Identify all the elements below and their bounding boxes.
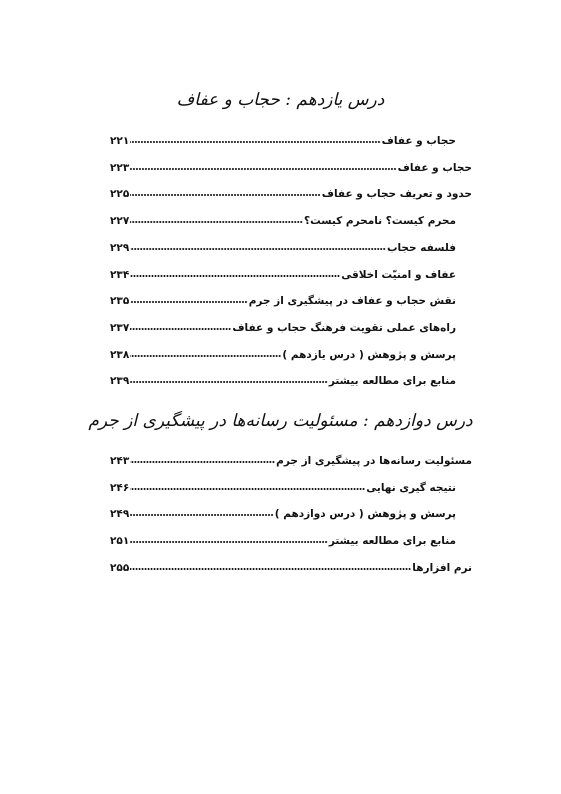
dot-leader [130, 567, 411, 571]
toc-entry-page-number: ۲۲۵ [110, 188, 130, 201]
toc-entry [110, 211, 456, 227]
toc-entry-title: پرسش و پژوهش ( درس یازدهم ) [282, 348, 456, 361]
dot-leader [130, 540, 328, 544]
toc-entry-title: حجاب و عفاف [381, 135, 456, 147]
toc-entry-page-number: ۲۲۱ [110, 135, 130, 147]
toc-entry-page-number: ۲۲۷ [110, 215, 130, 228]
toc-entry [110, 558, 472, 574]
toc-entry-title: عفاف و امنیّت اخلاقی [341, 268, 456, 281]
dot-leader [130, 193, 321, 197]
toc-entry [110, 531, 456, 547]
dot-leader [130, 513, 274, 517]
toc-entry-title: نرم افزارها [412, 561, 472, 574]
toc-entry [110, 318, 456, 334]
dot-leader [130, 380, 328, 384]
toc-entry-title: نقش حجاب و عفاف در پیشگیری از جرم [248, 295, 456, 308]
toc-entry [110, 371, 456, 387]
toc-entry-page-number: ۲۴۶ [110, 481, 130, 494]
dot-leader [130, 327, 231, 331]
toc-entry-title: پرسش و پژوهش ( درس دوازدهم ) [274, 508, 456, 521]
toc-entry-page-number: ۲۳۴ [110, 268, 130, 281]
dot-leader [130, 274, 340, 278]
dot-leader [130, 487, 365, 491]
toc-entry [110, 131, 456, 147]
dot-leader [130, 354, 281, 358]
toc-entry [110, 265, 456, 281]
toc-entry-page-number: ۲۲۳ [110, 161, 130, 174]
dot-leader [130, 167, 396, 171]
toc-entry [110, 504, 456, 520]
toc-entry-page-number: ۲۵۱ [110, 535, 130, 548]
dot-leader [130, 460, 275, 464]
toc-entry [110, 451, 472, 467]
section-heading-12: درس دوازدهم : مسئولیت رسانه‌ها در پیشگیری از جرم [88, 411, 473, 431]
toc-entry [110, 184, 472, 200]
toc-entry [110, 345, 456, 361]
toc-entry-title: منابع برای مطالعه بیشتر [328, 375, 456, 388]
toc-entry-title: محرم کیست؟ نامحرم کیست؟ [303, 215, 456, 228]
toc-entry-title: راه‌های عملی تقویت فرهنگ حجاب و عفاف [232, 321, 456, 334]
section-heading-11: درس یازدهم : حجاب و عفاف [176, 90, 385, 110]
toc-entry-title: فلسفه حجاب [386, 241, 456, 254]
toc-entry-page-number: ۲۳۷ [110, 321, 130, 334]
dot-leader [130, 300, 247, 304]
toc-entry [110, 478, 456, 494]
toc-entry-page-number: ۲۴۳ [110, 455, 130, 467]
dot-leader [130, 247, 386, 251]
toc-entry-page-number: ۲۳۹ [110, 375, 130, 388]
toc-entry-page-number: ۲۳۸ [110, 348, 130, 361]
toc-entry-page-number: ۲۴۹ [110, 508, 130, 521]
toc-entry-title: حدود و تعریف حجاب و عفاف [321, 188, 472, 201]
dot-leader [130, 220, 303, 224]
toc-entry-title: حجاب و عفاف [397, 161, 472, 174]
dot-leader [130, 140, 380, 144]
toc-entry [110, 158, 472, 174]
toc-entry-page-number: ۲۲۹ [110, 241, 130, 254]
toc-entry-title: نتیجه گیری نهایی [366, 481, 456, 494]
toc-entry [110, 238, 456, 254]
toc-entry-title: منابع برای مطالعه بیشتر [328, 535, 456, 548]
toc-entry-page-number: ۲۵۵ [110, 561, 130, 574]
toc-entry [110, 291, 456, 307]
toc-entry-title: مسئولیت رسانه‌ها در پیشگیری از جرم [276, 455, 472, 467]
toc-entry-page-number: ۲۳۵ [110, 295, 130, 308]
